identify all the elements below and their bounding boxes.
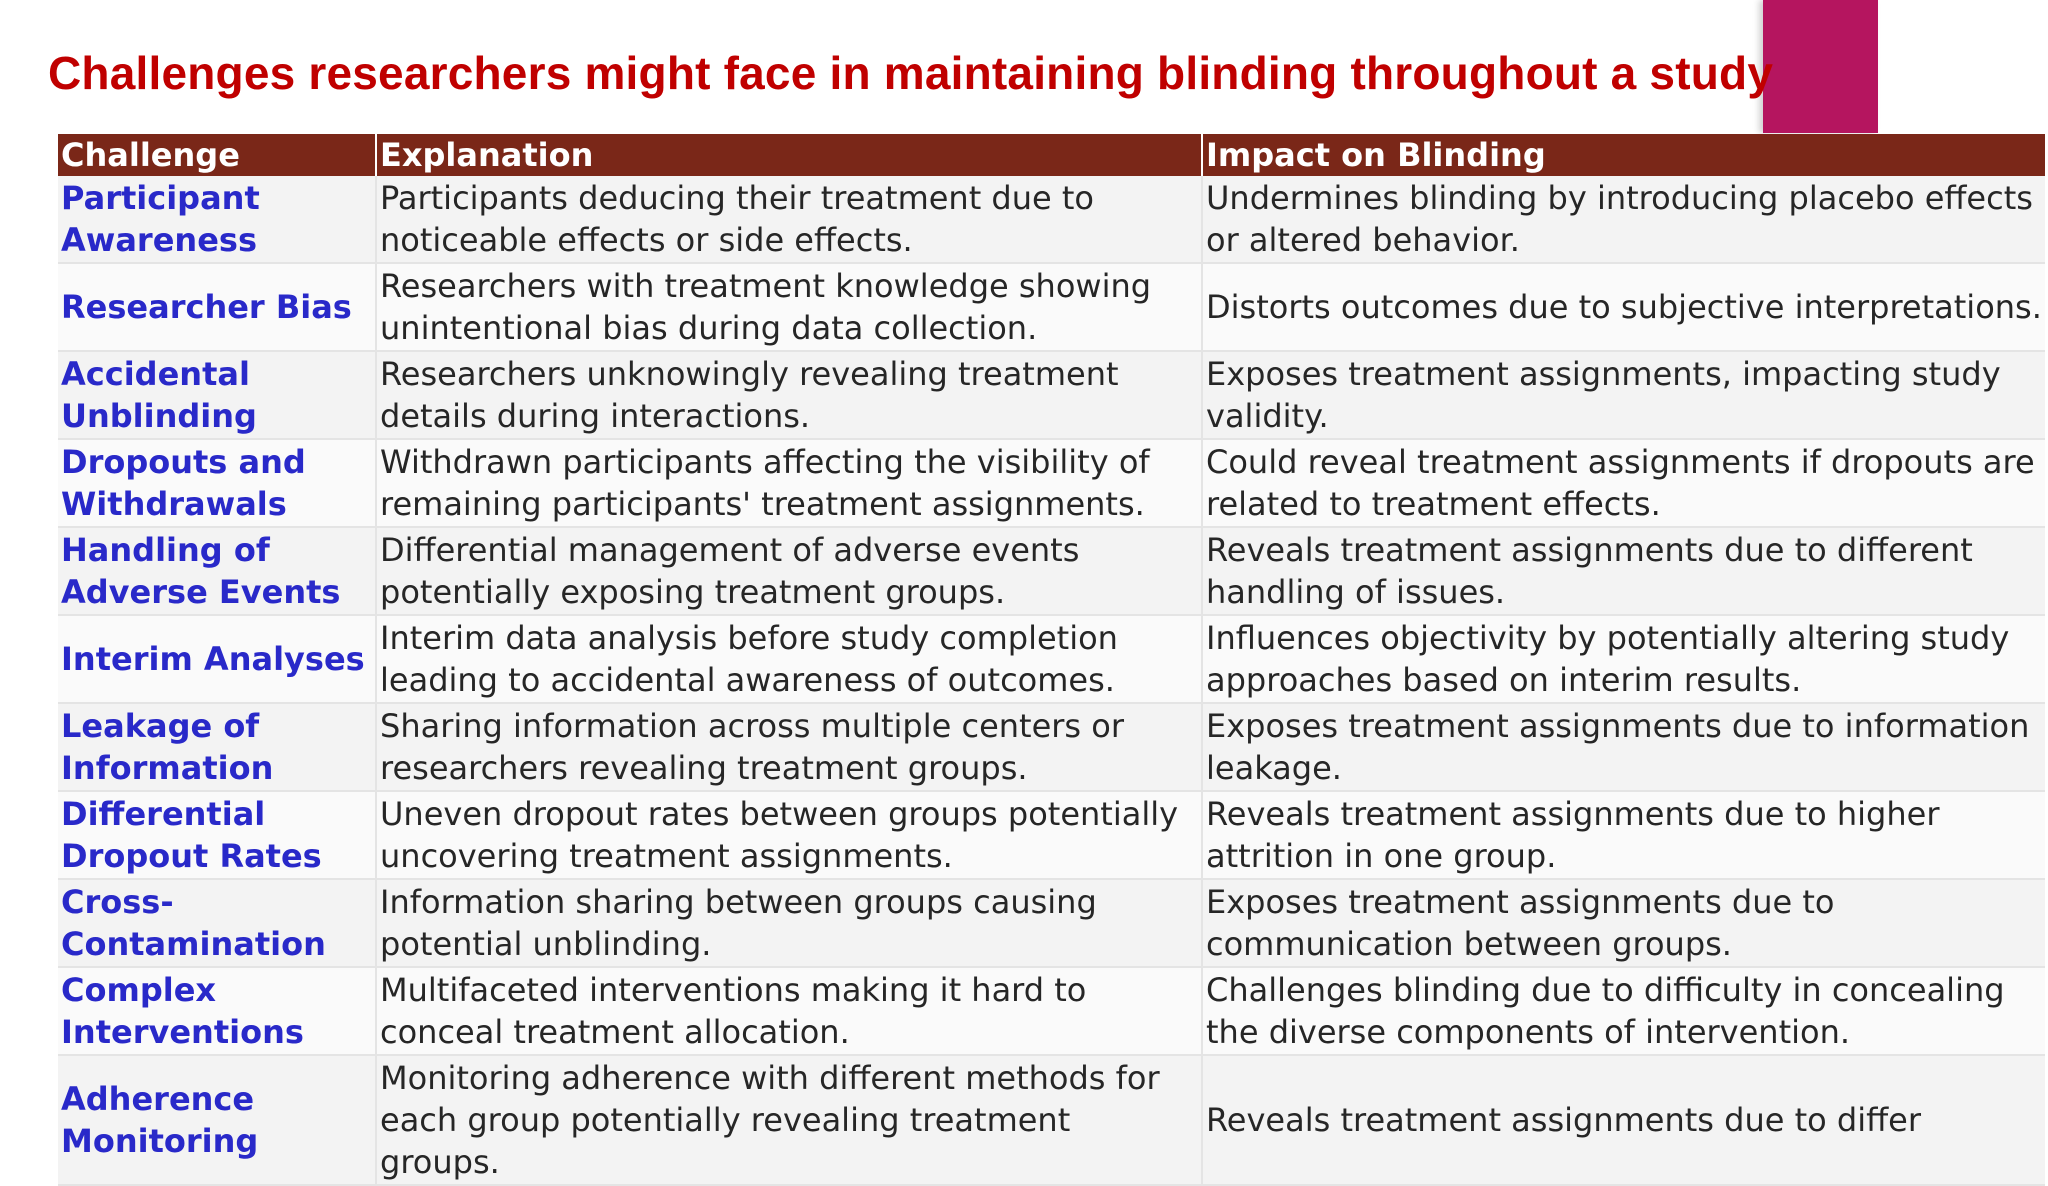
impact-cell: Exposes treatment assignments due to information leakage. xyxy=(1202,703,2045,791)
challenge-cell: Complex Interventions xyxy=(58,967,376,1055)
impact-cell: Undermines blinding by introducing placebo effects or altered behavior. xyxy=(1202,176,2045,263)
explanation-cell: Information sharing between groups causing potential unblinding. xyxy=(376,879,1202,967)
explanation-cell: Withdrawn participants affecting the visibility of remaining participants' treatment assignments. xyxy=(376,439,1202,527)
challenge-cell: Participant Awareness xyxy=(58,176,376,263)
challenges-table xyxy=(58,134,2045,1186)
challenge-cell: Handling of Adverse Events xyxy=(58,527,376,615)
table-row xyxy=(58,176,2045,263)
table-row xyxy=(58,263,2045,351)
explanation-cell: Differential management of adverse events potentially exposing treatment groups. xyxy=(376,527,1202,615)
explanation-cell: Researchers unknowingly revealing treatment details during interactions. xyxy=(376,351,1202,439)
challenge-cell: Differential Dropout Rates xyxy=(58,791,376,879)
explanation-cell: Sharing information across multiple centers or researchers revealing treatment groups. xyxy=(376,703,1202,791)
table-row xyxy=(58,527,2045,615)
impact-cell: Influences objectivity by potentially altering study approaches based on interim results. xyxy=(1202,615,2045,703)
explanation-cell: Researchers with treatment knowledge showing unintentional bias during data collection. xyxy=(376,263,1202,351)
challenge-cell: Dropouts and Withdrawals xyxy=(58,439,376,527)
impact-cell: Reveals treatment assignments due to differ xyxy=(1202,1055,2045,1185)
challenge-cell: Leakage of Information xyxy=(58,703,376,791)
explanation-cell: Uneven dropout rates between groups potentially uncovering treatment assignments. xyxy=(376,791,1202,879)
header-challenge: Challenge xyxy=(58,134,376,176)
impact-cell: Challenges blinding due to difficulty in concealing the diverse components of intervention. xyxy=(1202,967,2045,1055)
explanation-cell: Interim data analysis before study completion leading to accidental awareness of outcomes. xyxy=(376,615,1202,703)
accent-bar xyxy=(1763,0,1878,133)
impact-cell: Reveals treatment assignments due to different handling of issues. xyxy=(1202,527,2045,615)
table-row xyxy=(58,439,2045,527)
table-row xyxy=(58,791,2045,879)
table-row xyxy=(58,351,2045,439)
table-row xyxy=(58,1055,2045,1185)
explanation-cell: Monitoring adherence with different methods for each group potentially revealing treatment groups. xyxy=(376,1055,1202,1185)
impact-cell: Distorts outcomes due to subjective interpretations. xyxy=(1202,263,2045,351)
table-row xyxy=(58,615,2045,703)
table-row xyxy=(58,879,2045,967)
impact-cell: Exposes treatment assignments due to communication between groups. xyxy=(1202,879,2045,967)
explanation-cell: Multifaceted interventions making it hard to conceal treatment allocation. xyxy=(376,967,1202,1055)
table-header-row xyxy=(58,134,2045,176)
slide-title: Challenges researchers might face in maintaining blinding throughout a study xyxy=(48,47,1774,99)
challenge-cell: Accidental Unblinding xyxy=(58,351,376,439)
challenge-cell: Cross-Contamination xyxy=(58,879,376,967)
header-explanation: Explanation xyxy=(376,134,1202,176)
impact-cell: Exposes treatment assignments, impacting study validity. xyxy=(1202,351,2045,439)
challenge-cell: Adherence Monitoring xyxy=(58,1055,376,1185)
challenge-cell: Interim Analyses xyxy=(58,615,376,703)
header-impact: Impact on Blinding xyxy=(1202,134,2045,176)
impact-cell: Could reveal treatment assignments if dropouts are related to treatment effects. xyxy=(1202,439,2045,527)
explanation-cell: Participants deducing their treatment due to noticeable effects or side effects. xyxy=(376,176,1202,263)
table-row xyxy=(58,703,2045,791)
challenge-cell: Researcher Bias xyxy=(58,263,376,351)
impact-cell: Reveals treatment assignments due to higher attrition in one group. xyxy=(1202,791,2045,879)
table-row xyxy=(58,967,2045,1055)
